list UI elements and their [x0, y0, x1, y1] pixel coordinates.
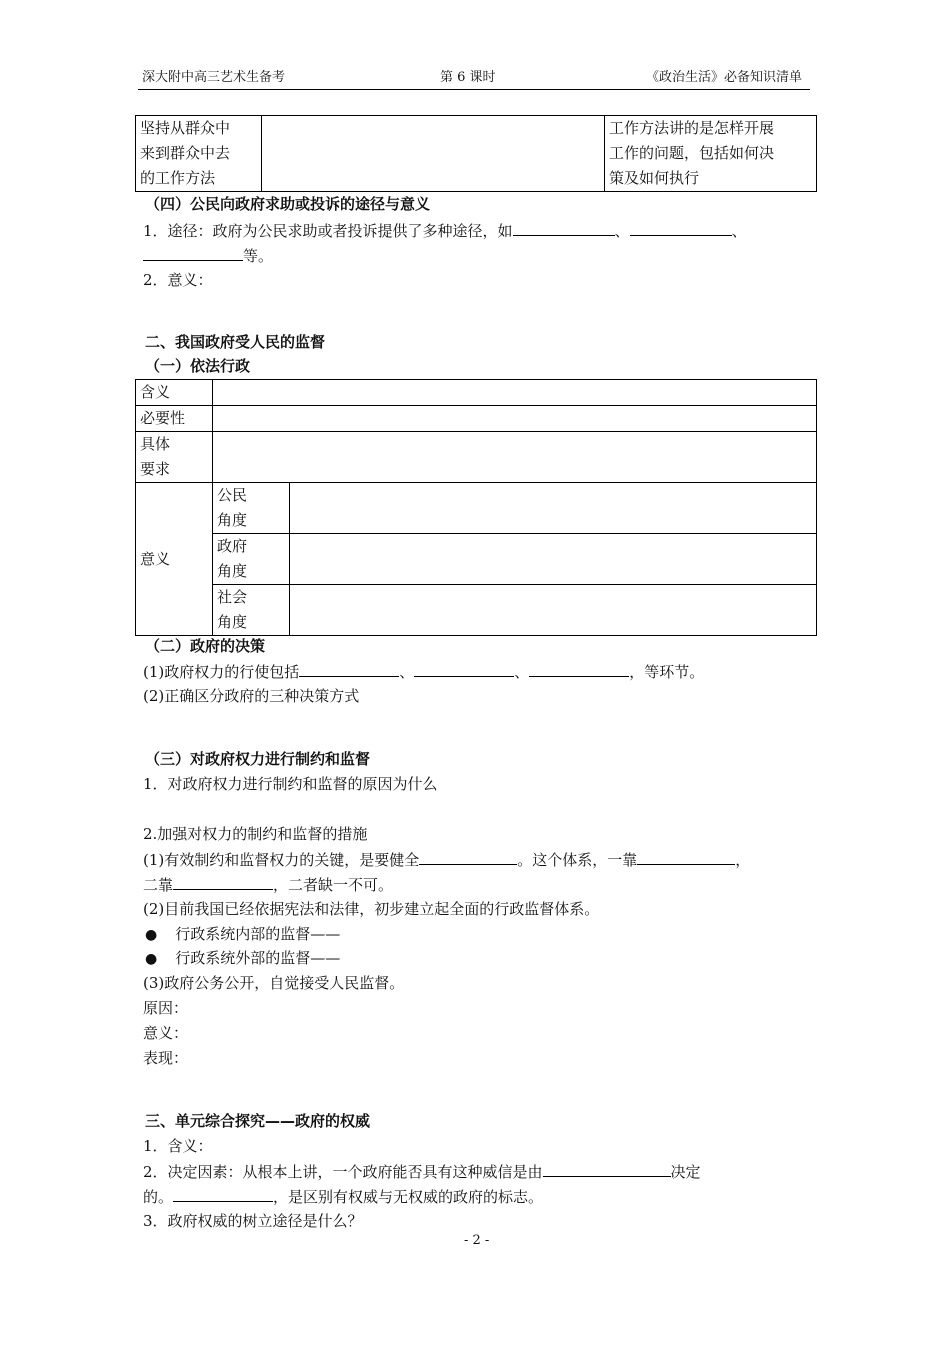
- bullet-internal: ● 行政系统内部的监督——: [145, 925, 341, 943]
- blank-field[interactable]: [513, 220, 615, 236]
- page-number: - 2 -: [464, 1233, 490, 1248]
- blank-field[interactable]: [630, 220, 732, 236]
- decision-item1: (1)政府权力的行使包括 、 、 ，等环节。: [143, 663, 705, 681]
- supervision-item1: 1．对政府权力进行制约和监督的原因为什么: [143, 775, 438, 793]
- blank-field[interactable]: [173, 874, 273, 890]
- part2-title: 二、我国政府受人民的监督: [145, 333, 326, 351]
- administration-table: [135, 379, 817, 636]
- table-cell: [213, 380, 817, 406]
- part2-sub2: （二）政府的决策: [145, 637, 266, 655]
- section4-item1: 1．途径：政府为公民求助或者投诉提供了多种途径，如 、 、: [143, 222, 747, 240]
- blank-field[interactable]: [299, 661, 399, 677]
- part2-sub1: （一）依法行政: [145, 357, 251, 375]
- part3-title: 三、单元综合探究——政府的权威: [145, 1112, 371, 1130]
- section4-title: （四）公民向政府求助或投诉的途径与意义: [145, 195, 431, 213]
- supervision-item5: (3)政府公务公开，自觉接受人民监督。: [143, 974, 405, 992]
- decision-item2: (2)正确区分政府的三种决策方式: [143, 687, 360, 705]
- header-center: 第 6 课时: [440, 70, 496, 85]
- blank-field[interactable]: [173, 1186, 273, 1202]
- perspective-society: 社会 角度: [213, 585, 290, 636]
- work-method-blank-cell: [262, 116, 605, 192]
- authority-item3: 3．政府权威的树立途径是什么？: [143, 1212, 363, 1230]
- blank-field[interactable]: [414, 661, 514, 677]
- supervision-item3: (1)有效制约和监督权力的关键，是要健全 。这个体系，一靠 ，: [143, 851, 751, 869]
- blank-field[interactable]: [143, 245, 243, 261]
- header-right: 《政治生活》必备知识清单: [646, 70, 803, 85]
- label-meaning: 意义：: [143, 1024, 189, 1042]
- bullet-icon: ●: [145, 927, 158, 943]
- perspective-citizen: 公民 角度: [213, 483, 290, 534]
- authority-item2: 2．决定因素：从根本上讲，一个政府能否具有这种威信是由 决定: [143, 1163, 701, 1181]
- row-label-meaning: 含义: [136, 380, 213, 406]
- header-left: 深大附中高三艺术生备考: [142, 70, 286, 85]
- table-cell: [290, 483, 817, 534]
- blank-field[interactable]: [419, 849, 517, 865]
- part2-sub3: （三）对政府权力进行制约和监督: [145, 750, 371, 768]
- supervision-item4: (2)目前我国已经依据宪法和法律，初步建立起全面的行政监督体系。: [143, 900, 600, 918]
- work-method-table: [135, 115, 817, 192]
- supervision-item2: 2.加强对权力的制约和监督的措施: [143, 825, 368, 843]
- section4-item2: 2．意义：: [143, 271, 213, 289]
- header-rule: [138, 89, 810, 90]
- blank-field[interactable]: [637, 849, 735, 865]
- authority-item2-cont: 的。 ，是区别有权威与无权威的政府的标志。: [143, 1188, 544, 1206]
- blank-field[interactable]: [543, 1161, 671, 1177]
- table-cell: [213, 432, 817, 483]
- bullet-icon: ●: [145, 951, 158, 967]
- table-cell: [213, 406, 817, 432]
- row-label-significance: 意义: [136, 483, 213, 636]
- blank-field[interactable]: [529, 661, 629, 677]
- supervision-item3-cont: 二靠 ，二者缺一不可。: [143, 876, 394, 894]
- label-manifest: 表现：: [143, 1049, 189, 1067]
- perspective-government: 政府 角度: [213, 534, 290, 585]
- work-method-cell: 坚持从群众中 来到群众中去 的工作方法: [136, 116, 262, 192]
- authority-item1: 1．含义：: [143, 1137, 213, 1155]
- section4-item1-cont: 等。: [143, 245, 273, 266]
- row-label-necessity: 必要性: [136, 406, 213, 432]
- row-label-requirements: 具体 要求: [136, 432, 213, 483]
- bullet-external: ● 行政系统外部的监督——: [145, 949, 341, 967]
- table-cell: [290, 585, 817, 636]
- label-reason: 原因：: [143, 999, 189, 1017]
- work-method-desc-cell: 工作方法讲的是怎样开展 工作的问题，包括如何决 策及如何执行: [605, 116, 817, 192]
- table-cell: [290, 534, 817, 585]
